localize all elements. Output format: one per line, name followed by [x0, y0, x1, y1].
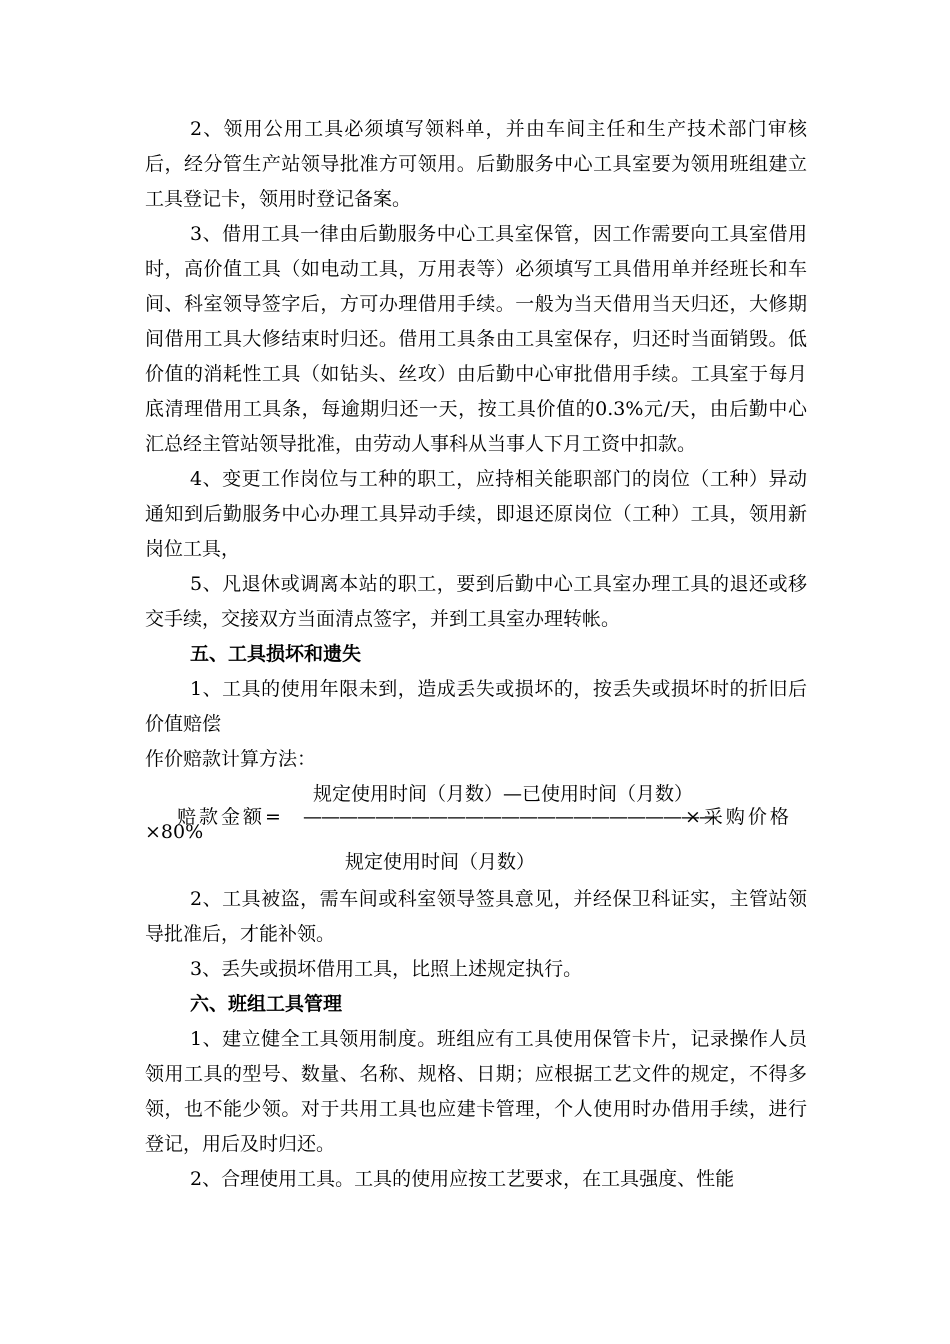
compensation-formula: [145, 777, 807, 882]
formula-fraction-line: ———————————————————————: [303, 806, 717, 828]
formula-percent: ×80%: [145, 821, 204, 843]
paragraph-borrowed-loss: 3、丢失或损坏借用工具，比照上述规定执行。: [190, 958, 583, 980]
formula-lhs: 赔款金额=: [177, 806, 284, 828]
formula-denominator: 规定使用时间（月数）: [345, 851, 536, 873]
paragraph-compensation-rule: 1、工具的使用年限未到，造成丢失或损坏的，按丢失或损坏时的折旧后价值赔偿: [145, 678, 807, 735]
paragraph-requisition-system: 1、建立健全工具领用制度。班组应有工具使用保管卡片，记录操作人员领用工具的型号、数量、名称、规格、日期；应根据工艺文件的规定，不得多领，也不能少领。对于共用工具也应建卡管理，个人使用时办借用手续，进行登记，用后及时归还。: [145, 1028, 807, 1155]
paragraph-theft: 2、工具被盗，需车间或科室领导签具意见，并经保卫科证实，主管站领导批准后，才能补领。: [145, 888, 807, 945]
paragraph-job-change: 4、变更工作岗位与工种的职工，应持相关能职部门的岗位（工种）异动通知到后勤服务中心办理工具异动手续，即退还原岗位（工种）工具，领用新岗位工具，: [145, 468, 807, 560]
paragraph-retirement: 5、凡退休或调离本站的职工，要到后勤中心工具室办理工具的退还或移交手续，交接双方当面清点签字，并到工具室办理转帐。: [145, 573, 807, 630]
formula-rhs: ×采购价格: [685, 806, 792, 828]
section-heading-team-tools: 六、班组工具管理: [190, 993, 343, 1015]
paragraph-proper-use: 2、合理使用工具。工具的使用应按工艺要求，在工具强度、性能: [190, 1168, 735, 1190]
paragraph-calculation-method: 作价赔款计算方法：: [145, 748, 317, 770]
paragraph-requisition: 2、领用公用工具必须填写领料单，并由车间主任和生产技术部门审核后，经分管生产站领导批准方可领用。后勤服务中心工具室要为领用班组建立工具登记卡，领用时登记备案。: [145, 118, 807, 210]
section-heading-damage-loss: 五、工具损坏和遗失: [190, 643, 362, 665]
paragraph-borrowing: 3、借用工具一律由后勤服务中心工具室保管，因工作需要向工具室借用时，高价值工具（如电动工具，万用表等）必须填写工具借用单并经班长和车间、科室领导签字后，方可办理借用手续。一般为当天借用当天归还，大修期间借用工具大修结束时归还。借用工具条由工具室保存，归还时当面销毁。低价值的消耗性工具（如钻头、丝攻）由后勤中心审批借用手续。工具室于每月底清理借用工具条，每逾期归还一天，按工具价值的0.3%元/天，由后勤中心汇总经主管站领导批准，由劳动人事科从当事人下月工资中扣款。: [145, 223, 807, 455]
formula-numerator: 规定使用时间（月数）—已使用时间（月数）: [313, 783, 694, 805]
document-body: [145, 112, 807, 1197]
